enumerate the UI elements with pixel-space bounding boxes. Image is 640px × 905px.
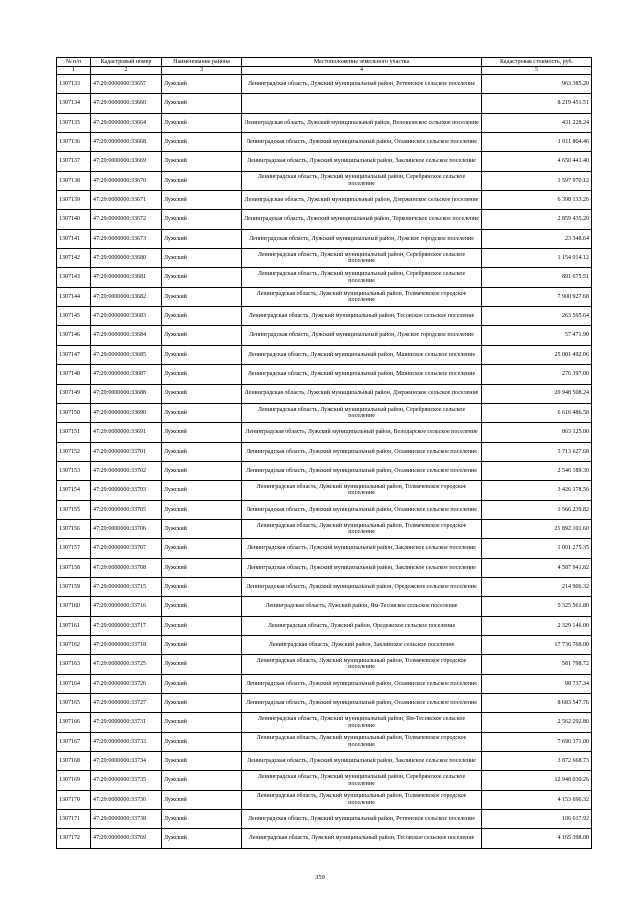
location-cell: Ленинградская область, Лужский муниципальный район, Тесовское сельское поселение bbox=[242, 307, 482, 326]
cadastral-value-cell: 1 001 275.35 bbox=[482, 539, 592, 558]
row-number-cell: 1307158 bbox=[57, 558, 91, 577]
district-cell: Лужский bbox=[162, 268, 242, 287]
district-cell: Лужский bbox=[162, 790, 242, 809]
page-number: 359 bbox=[315, 874, 325, 881]
row-number-cell: 1307145 bbox=[57, 307, 91, 326]
location-cell: Ленинградская область, Лужский муниципальный район, Осьминское сельское поселение bbox=[242, 694, 482, 713]
district-cell: Лужский bbox=[162, 732, 242, 751]
cadastral-value-cell: 17 736 768.00 bbox=[482, 635, 592, 654]
cadastral-number-cell: 47:29:0000000:33715 bbox=[91, 577, 162, 596]
document-page bbox=[56, 57, 591, 849]
location-cell: Ленинградская область, Лужский муниципальный район, Толмачевское городское поселение bbox=[242, 732, 482, 751]
location-cell: Ленинградская область, Лужский муниципальный район, Ретюнское сельское поселение bbox=[242, 810, 482, 829]
location-cell: Ленинградская область, Лужский муниципальный район, Серебрянское сельское поселение bbox=[242, 249, 482, 268]
district-cell: Лужский bbox=[162, 210, 242, 229]
cadastral-value-cell: 23 348.64 bbox=[482, 229, 592, 248]
district-cell: Лужский bbox=[162, 191, 242, 210]
cadastral-number-cell: 47:29:0000000:33731 bbox=[91, 713, 162, 732]
district-cell: Лужский bbox=[162, 403, 242, 422]
location-cell: Ленинградская область, Лужский муниципальный район, Дзержинское сельское поселение bbox=[242, 191, 482, 210]
cadastral-number-cell: 47:29:0000000:33705 bbox=[91, 500, 162, 519]
cadastral-value-cell: 20 948 508.24 bbox=[482, 384, 592, 403]
cadastral-number-cell: 47:29:0000000:33738 bbox=[91, 810, 162, 829]
location-cell: Ленинградская область, Лужский муниципальный район, Володарское сельское поселение bbox=[242, 423, 482, 442]
row-number-cell: 1307147 bbox=[57, 345, 91, 364]
cadastral-number-cell: 47:29:0000000:33736 bbox=[91, 790, 162, 809]
district-cell: Лужский bbox=[162, 113, 242, 132]
table-row bbox=[57, 655, 592, 674]
cadastral-number-cell: 47:29:0000000:33681 bbox=[91, 268, 162, 287]
row-number-cell: 1307166 bbox=[57, 713, 91, 732]
row-number-cell: 1307151 bbox=[57, 423, 91, 442]
row-number-cell: 1307143 bbox=[57, 268, 91, 287]
table-row bbox=[57, 94, 592, 113]
district-cell: Лужский bbox=[162, 171, 242, 190]
table-row bbox=[57, 461, 592, 480]
cadastral-value-cell: 5 325 561.80 bbox=[482, 597, 592, 616]
location-cell: Ленинградская область, Лужский муниципальный район, Толмачевское городское поселение bbox=[242, 481, 482, 500]
cadastral-number-cell: 47:29:0000000:33727 bbox=[91, 694, 162, 713]
row-number-cell: 1307152 bbox=[57, 442, 91, 461]
table-row bbox=[57, 597, 592, 616]
location-cell: Ленинградская область, Лужский муниципальный район, Ретюнское сельское поселение bbox=[242, 75, 482, 94]
cadastral-number-cell: 47:29:0000000:33669 bbox=[91, 152, 162, 171]
row-number-cell: 1307139 bbox=[57, 191, 91, 210]
location-cell: Ленинградская область, Лужский муниципальный район, Ям-Тесовское сельское поселение bbox=[242, 713, 482, 732]
district-cell: Лужский bbox=[162, 713, 242, 732]
cadastral-value-cell: 1 597 970.12 bbox=[482, 171, 592, 190]
cadastral-number-cell: 47:29:0000000:33673 bbox=[91, 229, 162, 248]
table-row bbox=[57, 694, 592, 713]
location-cell: Ленинградская область, Лужский муниципальный район, Заклинское сельское поселение bbox=[242, 539, 482, 558]
cadastral-value-cell: 8 219 451.51 bbox=[482, 94, 592, 113]
cadastral-number-cell: 47:29:0000000:33691 bbox=[91, 423, 162, 442]
cadastral-value-cell: 6 616 486.58 bbox=[482, 403, 592, 422]
row-number-cell: 1307137 bbox=[57, 152, 91, 171]
district-cell: Лужский bbox=[162, 307, 242, 326]
table-row bbox=[57, 152, 592, 171]
cadastral-value-cell: 214 906.32 bbox=[482, 577, 592, 596]
table-row bbox=[57, 577, 592, 596]
location-cell: Ленинградская область, Лужский район, Заклинское сельское поселение bbox=[242, 635, 482, 654]
location-cell: Ленинградская область, Лужский муниципальный район, Заклинское сельское поселение bbox=[242, 752, 482, 771]
row-number-cell: 1307141 bbox=[57, 229, 91, 248]
cadastral-value-cell: 8 683 547.76 bbox=[482, 694, 592, 713]
table-row bbox=[57, 229, 592, 248]
location-cell: Ленинградская область, Лужский муниципальный район, Серебрянское сельское поселение bbox=[242, 171, 482, 190]
cadastral-value-cell: 4 650 441.40 bbox=[482, 152, 592, 171]
table-row bbox=[57, 307, 592, 326]
column-number: 5 bbox=[482, 67, 592, 75]
table-row bbox=[57, 519, 592, 538]
header-row-number: № п/п bbox=[57, 58, 91, 67]
district-cell: Лужский bbox=[162, 152, 242, 171]
table-row bbox=[57, 171, 592, 190]
row-number-cell: 1307150 bbox=[57, 403, 91, 422]
row-number-cell: 1307162 bbox=[57, 635, 91, 654]
cadastral-number-cell: 47:29:0000000:33734 bbox=[91, 752, 162, 771]
cadastral-value-cell: 25 001 492.06 bbox=[482, 345, 592, 364]
district-cell: Лужский bbox=[162, 694, 242, 713]
row-number-cell: 1307167 bbox=[57, 732, 91, 751]
location-cell: Ленинградская область, Лужский муниципальный район, Торковичское сельское поселение bbox=[242, 210, 482, 229]
district-cell: Лужский bbox=[162, 384, 242, 403]
cadastral-number-cell: 47:29:0000000:33735 bbox=[91, 771, 162, 790]
district-cell: Лужский bbox=[162, 635, 242, 654]
cadastral-value-cell: 2 859 435.20 bbox=[482, 210, 592, 229]
cadastral-value-cell: 963 385.20 bbox=[482, 75, 592, 94]
row-number-cell: 1307168 bbox=[57, 752, 91, 771]
cadastral-value-cell: 1 566 239.82 bbox=[482, 500, 592, 519]
column-number-row bbox=[57, 67, 592, 75]
table-row bbox=[57, 616, 592, 635]
table-row bbox=[57, 500, 592, 519]
row-number-cell: 1307171 bbox=[57, 810, 91, 829]
row-number-cell: 1307146 bbox=[57, 326, 91, 345]
district-cell: Лужский bbox=[162, 829, 242, 848]
location-cell: Ленинградская область, Лужский муниципальный район, Заклинское сельское поселение bbox=[242, 558, 482, 577]
location-cell: Ленинградская область, Лужский муниципальный район, Дзержинское сельское поселение bbox=[242, 384, 482, 403]
cadastral-number-cell: 47:29:0000000:33701 bbox=[91, 442, 162, 461]
header-cadastral-number: Кадастровый номер bbox=[91, 58, 162, 67]
cadastral-number-cell: 47:29:0000000:33680 bbox=[91, 249, 162, 268]
district-cell: Лужский bbox=[162, 616, 242, 635]
table-row bbox=[57, 423, 592, 442]
location-cell: Ленинградская область, Лужский район, Ям-Тесовское сельское поселение bbox=[242, 597, 482, 616]
cadastral-value-cell: 7 690 371.00 bbox=[482, 732, 592, 751]
district-cell: Лужский bbox=[162, 287, 242, 306]
table-row bbox=[57, 674, 592, 693]
row-number-cell: 1307133 bbox=[57, 75, 91, 94]
cadastral-value-cell: 1 011 804.46 bbox=[482, 133, 592, 152]
table-row bbox=[57, 481, 592, 500]
header-location: Местоположение земельного участка bbox=[242, 58, 482, 67]
table-row bbox=[57, 752, 592, 771]
district-cell: Лужский bbox=[162, 345, 242, 364]
table-row bbox=[57, 810, 592, 829]
location-cell: Ленинградская область, Лужский муниципальный район, Осьминское сельское поселение bbox=[242, 133, 482, 152]
location-cell: Ленинградская область, Лужский муниципальный район, Волошовское сельское поселение bbox=[242, 113, 482, 132]
district-cell: Лужский bbox=[162, 423, 242, 442]
location-cell: Ленинградская область, Лужский муниципальный район, Толмачевское городское поселение bbox=[242, 287, 482, 306]
cadastral-number-cell: 47:29:0000000:33718 bbox=[91, 635, 162, 654]
cadastral-value-cell: 57 471.90 bbox=[482, 326, 592, 345]
location-cell bbox=[242, 94, 482, 113]
district-cell: Лужский bbox=[162, 481, 242, 500]
row-number-cell: 1307157 bbox=[57, 539, 91, 558]
location-cell: Ленинградская область, Лужский муниципальный район, Оредежское сельское поселение bbox=[242, 577, 482, 596]
cadastral-number-cell: 47:29:0000000:33660 bbox=[91, 94, 162, 113]
header-district-name: Наименование района bbox=[162, 58, 242, 67]
cadastral-value-cell: 4 587 941.82 bbox=[482, 558, 592, 577]
table-row bbox=[57, 249, 592, 268]
table-row bbox=[57, 326, 592, 345]
table-row bbox=[57, 635, 592, 654]
row-number-cell: 1307148 bbox=[57, 365, 91, 384]
row-number-cell: 1307153 bbox=[57, 461, 91, 480]
table-row bbox=[57, 558, 592, 577]
cadastral-number-cell: 47:29:0000000:33671 bbox=[91, 191, 162, 210]
cadastral-number-cell: 47:29:0000000:33685 bbox=[91, 345, 162, 364]
location-cell: Ленинградская область, Лужский муниципальный район, Тесовское сельское поселение bbox=[242, 829, 482, 848]
row-number-cell: 1307136 bbox=[57, 133, 91, 152]
table-row bbox=[57, 403, 592, 422]
cadastral-value-cell: 4 165 398.08 bbox=[482, 829, 592, 848]
row-number-cell: 1307170 bbox=[57, 790, 91, 809]
location-cell: Ленинградская область, Лужский муниципальный район, Осьминское сельское поселение bbox=[242, 442, 482, 461]
cadastral-value-cell: 3 426 178.56 bbox=[482, 481, 592, 500]
district-cell: Лужский bbox=[162, 500, 242, 519]
row-number-cell: 1307169 bbox=[57, 771, 91, 790]
cadastral-value-cell: 581 798.72 bbox=[482, 655, 592, 674]
table-row bbox=[57, 384, 592, 403]
cadastral-value-cell: 276 397.00 bbox=[482, 365, 592, 384]
table-row bbox=[57, 113, 592, 132]
district-cell: Лужский bbox=[162, 771, 242, 790]
cadastral-number-cell: 47:29:0000000:33708 bbox=[91, 558, 162, 577]
table-row bbox=[57, 442, 592, 461]
cadastral-number-cell: 47:29:0000000:33687 bbox=[91, 365, 162, 384]
row-number-cell: 1307165 bbox=[57, 694, 91, 713]
cadastral-value-cell: 2 329 146.00 bbox=[482, 616, 592, 635]
cadastral-number-cell: 47:29:0000000:33672 bbox=[91, 210, 162, 229]
row-number-cell: 1307149 bbox=[57, 384, 91, 403]
table-row bbox=[57, 539, 592, 558]
row-number-cell: 1307172 bbox=[57, 829, 91, 848]
district-cell: Лужский bbox=[162, 133, 242, 152]
district-cell: Лужский bbox=[162, 365, 242, 384]
table-row bbox=[57, 133, 592, 152]
cadastral-number-cell: 47:29:0000000:33684 bbox=[91, 326, 162, 345]
table-row bbox=[57, 191, 592, 210]
district-cell: Лужский bbox=[162, 674, 242, 693]
row-number-cell: 1307154 bbox=[57, 481, 91, 500]
cadastral-value-cell: 863 125.00 bbox=[482, 423, 592, 442]
district-cell: Лужский bbox=[162, 326, 242, 345]
row-number-cell: 1307159 bbox=[57, 577, 91, 596]
cadastral-number-cell: 47:29:0000000:33664 bbox=[91, 113, 162, 132]
location-cell: Ленинградская область, Лужский муниципальный район, Лужское городское поселение bbox=[242, 326, 482, 345]
column-number: 1 bbox=[57, 67, 91, 75]
district-cell: Лужский bbox=[162, 94, 242, 113]
table-row bbox=[57, 732, 592, 751]
cadastral-value-cell: 2 546 189.30 bbox=[482, 461, 592, 480]
district-cell: Лужский bbox=[162, 249, 242, 268]
row-number-cell: 1307163 bbox=[57, 655, 91, 674]
cadastral-number-cell: 47:29:0000000:33706 bbox=[91, 519, 162, 538]
district-cell: Лужский bbox=[162, 597, 242, 616]
cadastral-number-cell: 47:29:0000000:33683 bbox=[91, 307, 162, 326]
header-row bbox=[57, 58, 592, 67]
district-cell: Лужский bbox=[162, 75, 242, 94]
table-row bbox=[57, 713, 592, 732]
table-row bbox=[57, 268, 592, 287]
location-cell: Ленинградская область, Лужский муниципальный район, Осьминское сельское поселение bbox=[242, 461, 482, 480]
district-cell: Лужский bbox=[162, 229, 242, 248]
cadastral-number-cell: 47:29:0000000:33733 bbox=[91, 732, 162, 751]
cadastral-number-cell: 47:29:0000000:33657 bbox=[91, 75, 162, 94]
location-cell: Ленинградская область, Лужский муниципальный район, Мшинское сельское поселение bbox=[242, 345, 482, 364]
cadastral-number-cell: 47:29:0000000:33726 bbox=[91, 674, 162, 693]
table-row bbox=[57, 75, 592, 94]
location-cell: Ленинградская область, Лужский муниципальный район, Толмачевское городское поселение bbox=[242, 790, 482, 809]
row-number-cell: 1307155 bbox=[57, 500, 91, 519]
location-cell: Ленинградская область, Лужский муниципальный район, Серебрянское сельское поселение bbox=[242, 403, 482, 422]
row-number-cell: 1307135 bbox=[57, 113, 91, 132]
row-number-cell: 1307142 bbox=[57, 249, 91, 268]
cadastral-value-cell: 4 153 696.32 bbox=[482, 790, 592, 809]
location-cell: Ленинградская область, Лужский муниципальный район, Осьминское сельское поселение bbox=[242, 500, 482, 519]
cadastral-value-cell: 263 595.64 bbox=[482, 307, 592, 326]
district-cell: Лужский bbox=[162, 461, 242, 480]
district-cell: Лужский bbox=[162, 442, 242, 461]
cadastral-value-cell: 12 948 030.26 bbox=[482, 771, 592, 790]
row-number-cell: 1307144 bbox=[57, 287, 91, 306]
district-cell: Лужский bbox=[162, 577, 242, 596]
location-cell: Ленинградская область, Лужский муниципальный район, Серебрянское сельское поселение bbox=[242, 268, 482, 287]
district-cell: Лужский bbox=[162, 810, 242, 829]
cadastral-value-cell: 98 737.34 bbox=[482, 674, 592, 693]
cadastral-value-cell: 7 900 927.68 bbox=[482, 287, 592, 306]
cadastral-value-cell: 431 228.24 bbox=[482, 113, 592, 132]
cadastral-number-cell: 47:29:0000000:33725 bbox=[91, 655, 162, 674]
cadastral-value-cell: 106 617.92 bbox=[482, 810, 592, 829]
cadastral-number-cell: 47:29:0000000:33716 bbox=[91, 597, 162, 616]
column-number: 2 bbox=[91, 67, 162, 75]
column-number: 4 bbox=[242, 67, 482, 75]
cadastral-number-cell: 47:29:0000000:33670 bbox=[91, 171, 162, 190]
location-cell: Ленинградская область, Лужский муниципальный район, Мшинское сельское поселение bbox=[242, 365, 482, 384]
cadastral-number-cell: 47:29:0000000:33769 bbox=[91, 829, 162, 848]
table-row bbox=[57, 365, 592, 384]
table-row bbox=[57, 210, 592, 229]
location-cell: Ленинградская область, Лужский муниципальный район, Осьминское сельское поселение bbox=[242, 674, 482, 693]
table-row bbox=[57, 771, 592, 790]
cadastral-number-cell: 47:29:0000000:33682 bbox=[91, 287, 162, 306]
district-cell: Лужский bbox=[162, 655, 242, 674]
location-cell: Ленинградская область, Лужский муниципальный район, Заклинское сельское поселение bbox=[242, 152, 482, 171]
row-number-cell: 1307138 bbox=[57, 171, 91, 190]
row-number-cell: 1307161 bbox=[57, 616, 91, 635]
district-cell: Лужский bbox=[162, 519, 242, 538]
row-number-cell: 1307134 bbox=[57, 94, 91, 113]
location-cell: Ленинградская область, Лужский муниципальный район, Серебрянское сельское поселение bbox=[242, 771, 482, 790]
row-number-cell: 1307160 bbox=[57, 597, 91, 616]
cadastral-number-cell: 47:29:0000000:33688 bbox=[91, 384, 162, 403]
table-row bbox=[57, 345, 592, 364]
cadastral-number-cell: 47:29:0000000:33717 bbox=[91, 616, 162, 635]
district-cell: Лужский bbox=[162, 558, 242, 577]
cadastral-value-cell: 3 713 627.68 bbox=[482, 442, 592, 461]
cadastral-number-cell: 47:29:0000000:33702 bbox=[91, 461, 162, 480]
row-number-cell: 1307164 bbox=[57, 674, 91, 693]
district-cell: Лужский bbox=[162, 539, 242, 558]
location-cell: Ленинградская область, Лужский муниципальный район, Лужское городское поселение bbox=[242, 229, 482, 248]
cadastral-number-cell: 47:29:0000000:33690 bbox=[91, 403, 162, 422]
cadastral-value-cell: 6 398 133.26 bbox=[482, 191, 592, 210]
cadastral-value-cell: 1 154 014.12 bbox=[482, 249, 592, 268]
cadastral-value-table bbox=[56, 57, 592, 849]
table-row bbox=[57, 829, 592, 848]
table-row bbox=[57, 790, 592, 809]
location-cell: Ленинградская область, Лужский муниципальный район, Толмачевское городское поселение bbox=[242, 655, 482, 674]
cadastral-value-cell: 21 892 101.60 bbox=[482, 519, 592, 538]
cadastral-number-cell: 47:29:0000000:33703 bbox=[91, 481, 162, 500]
location-cell: Ленинградская область, Лужский муниципальный район, Толмачевское городское поселение bbox=[242, 519, 482, 538]
header-cadastral-value: Кадастровая стоимость, руб. bbox=[482, 58, 592, 67]
row-number-cell: 1307156 bbox=[57, 519, 91, 538]
cadastral-number-cell: 47:29:0000000:33668 bbox=[91, 133, 162, 152]
row-number-cell: 1307140 bbox=[57, 210, 91, 229]
cadastral-value-cell: 3 872 668.73 bbox=[482, 752, 592, 771]
column-number: 3 bbox=[162, 67, 242, 75]
cadastral-value-cell: 891 675.51 bbox=[482, 268, 592, 287]
cadastral-number-cell: 47:29:0000000:33707 bbox=[91, 539, 162, 558]
district-cell: Лужский bbox=[162, 752, 242, 771]
table-row bbox=[57, 287, 592, 306]
table-body bbox=[57, 75, 592, 849]
cadastral-value-cell: 2 562 292.80 bbox=[482, 713, 592, 732]
location-cell: Ленинградская область, Лужский район, Оредежское сельское поселение bbox=[242, 616, 482, 635]
